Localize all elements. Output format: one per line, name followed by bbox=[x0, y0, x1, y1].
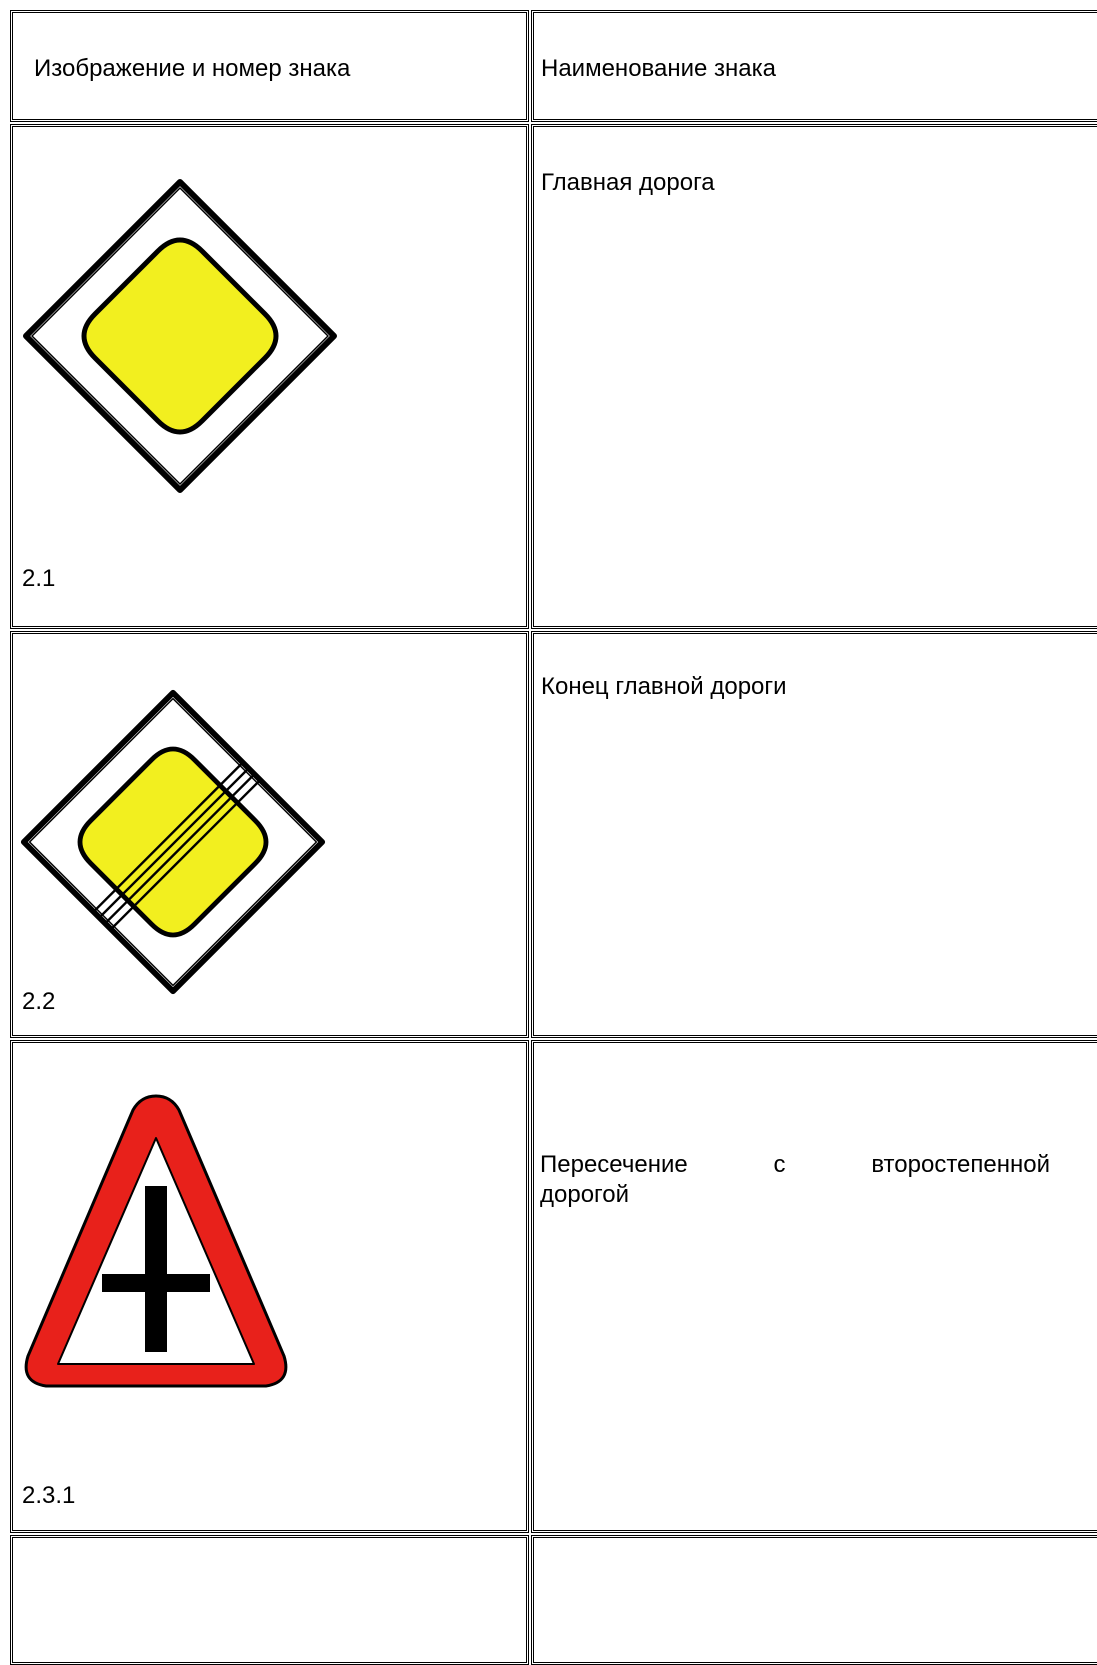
header-image-and-number: Изображение и номер знака bbox=[34, 55, 351, 82]
next-row-name-cell bbox=[531, 1535, 1097, 1665]
end-of-main-road-sign-icon bbox=[18, 687, 328, 997]
row-2-3-1-name-line-2: дорогой bbox=[540, 1181, 630, 1208]
row-2-1-name: Главная дорога bbox=[541, 169, 715, 196]
row-2-1-name-cell bbox=[531, 124, 1097, 629]
main-road-sign-icon bbox=[20, 176, 340, 496]
row-2-3-1-name bbox=[540, 1150, 1050, 1210]
row-2-3-1-name-word-3: второстепенной bbox=[871, 1151, 1050, 1178]
intersection-with-secondary-road-sign-icon bbox=[16, 1086, 296, 1416]
next-row-image-cell bbox=[10, 1535, 529, 1665]
row-2-3-1-number: 2.3.1 bbox=[22, 1482, 76, 1509]
row-2-2-number: 2.2 bbox=[22, 988, 56, 1015]
row-2-2-name: Конец главной дороги bbox=[541, 673, 787, 700]
row-2-1-number: 2.1 bbox=[22, 565, 56, 592]
header-sign-name: Наименование знака bbox=[541, 55, 777, 82]
row-2-3-1-name-cell bbox=[531, 1040, 1097, 1533]
row-2-3-1-name-word-1: Пересечение bbox=[540, 1151, 688, 1178]
row-2-3-1-name-word-2: с bbox=[773, 1151, 786, 1178]
